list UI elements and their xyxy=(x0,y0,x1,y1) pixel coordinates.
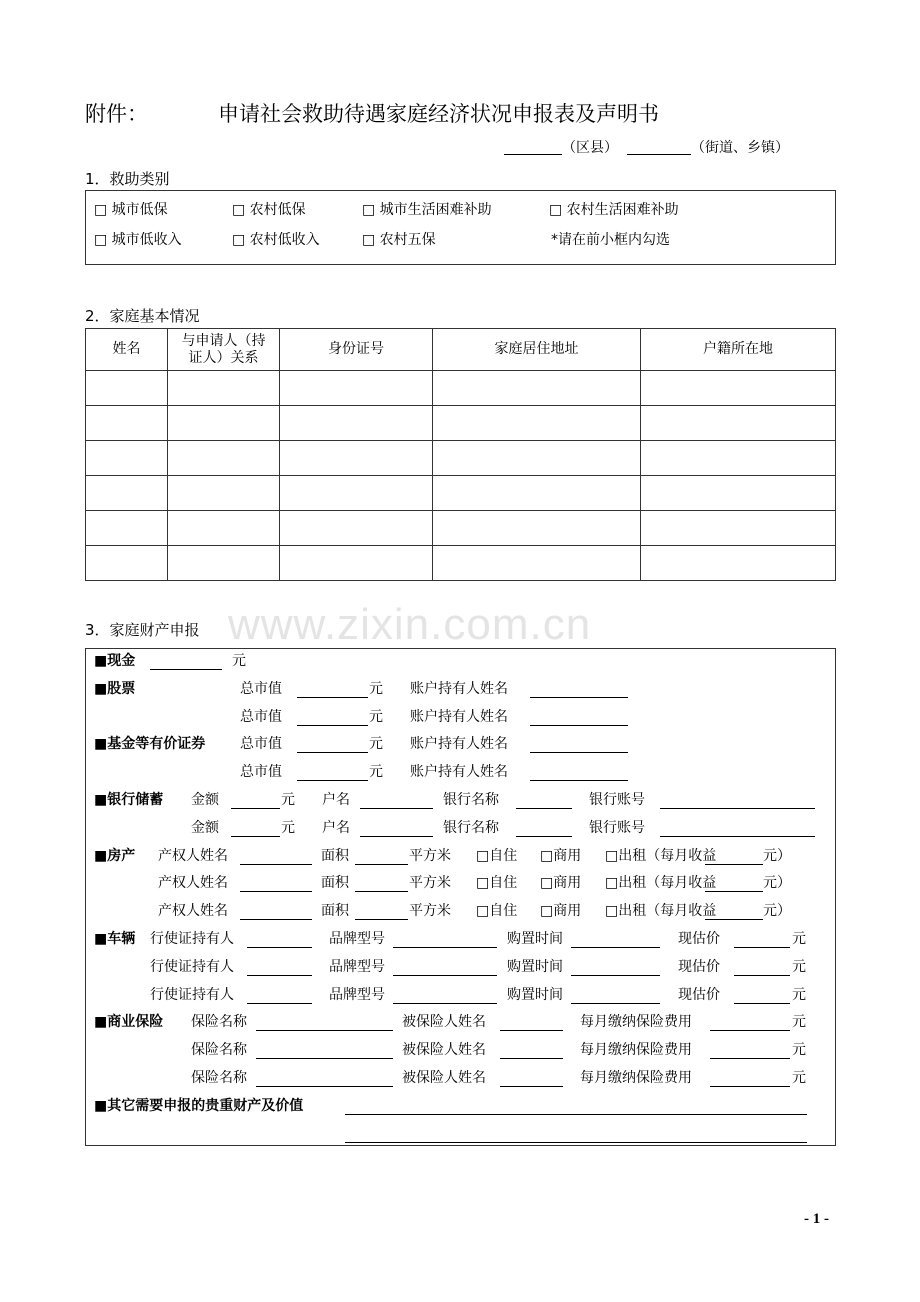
table-cell[interactable] xyxy=(280,511,433,546)
table-cell[interactable] xyxy=(280,476,433,511)
assistance-option-checkbox[interactable]: □ 农村低收入 xyxy=(232,232,320,248)
table-cell[interactable] xyxy=(280,441,433,476)
field-label: 银行账号 xyxy=(589,792,645,808)
fill-in-blank[interactable] xyxy=(231,836,280,837)
table-cell[interactable] xyxy=(280,406,433,441)
fill-in-blank[interactable] xyxy=(297,725,368,726)
fill-in-blank[interactable] xyxy=(660,808,815,809)
table-cell[interactable] xyxy=(433,441,641,476)
fill-in-blank[interactable] xyxy=(297,752,368,753)
field-label: 现估价 xyxy=(678,986,720,1003)
fill-in-blank[interactable] xyxy=(571,947,660,948)
fill-in-blank[interactable] xyxy=(500,1058,563,1059)
attachment-label: 附件： xyxy=(85,102,148,126)
district-label: （区县） xyxy=(562,140,618,156)
property-category-label: ■商业保险 xyxy=(94,1014,164,1031)
table-cell[interactable] xyxy=(641,371,836,406)
street-label: （街道、乡镇） xyxy=(691,140,789,156)
fill-in-blank[interactable] xyxy=(360,836,433,837)
property-category-label: ■车辆 xyxy=(94,931,136,947)
field-label: 元） xyxy=(763,903,791,920)
fill-in-blank[interactable] xyxy=(240,891,312,892)
field-label: □自住 xyxy=(476,847,518,864)
fill-in-blank[interactable] xyxy=(150,669,222,670)
field-label: 账户持有人姓名 xyxy=(410,764,508,781)
table-cell[interactable] xyxy=(641,441,836,476)
field-label: 账户持有人姓名 xyxy=(410,680,508,697)
table-cell[interactable] xyxy=(86,511,168,546)
field-label: 购置时间 xyxy=(507,931,563,947)
fill-in-blank[interactable] xyxy=(660,836,815,837)
column-header: 与申请人（持证人）关系 xyxy=(168,329,280,371)
street-blank[interactable] xyxy=(627,154,691,155)
fill-in-blank[interactable] xyxy=(355,919,408,920)
table-cell[interactable] xyxy=(86,406,168,441)
field-label: 总市值 xyxy=(240,680,282,697)
fill-in-blank[interactable] xyxy=(530,780,628,781)
assistance-option-checkbox[interactable]: □ 城市生活困难补助 xyxy=(362,202,492,218)
watermark: www.zixin.com.cn xyxy=(228,600,592,649)
fill-in-blank[interactable] xyxy=(256,1086,393,1087)
fill-in-blank[interactable] xyxy=(734,1003,790,1004)
field-label: 每月缴纳保险费用 xyxy=(580,1014,692,1031)
table-cell[interactable] xyxy=(433,546,641,581)
field-label: 元 xyxy=(281,819,295,836)
fill-in-blank[interactable] xyxy=(571,975,660,976)
table-cell[interactable] xyxy=(641,476,836,511)
field-label: 银行账号 xyxy=(589,819,645,836)
fill-in-blank[interactable] xyxy=(256,1058,393,1059)
field-label: 元） xyxy=(763,875,791,892)
field-label: 保险名称 xyxy=(191,1042,247,1059)
table-cell[interactable] xyxy=(168,511,280,546)
field-label: 保险名称 xyxy=(191,1014,247,1031)
field-label: 元 xyxy=(232,653,246,669)
fill-in-blank[interactable] xyxy=(393,975,497,976)
field-label: □出租（每月收益 xyxy=(605,875,717,892)
fill-in-blank[interactable] xyxy=(734,947,790,948)
table-cell[interactable] xyxy=(168,546,280,581)
fill-in-blank[interactable] xyxy=(297,697,368,698)
fill-in-blank[interactable] xyxy=(516,808,572,809)
family-info-table xyxy=(85,328,836,581)
table-cell[interactable] xyxy=(641,546,836,581)
field-label: 每月缴纳保险费用 xyxy=(580,1042,692,1059)
assistance-option-checkbox[interactable]: □ 农村生活困难补助 xyxy=(549,202,679,218)
assistance-option-checkbox[interactable]: □ 城市低保 xyxy=(94,202,168,218)
field-label: 购置时间 xyxy=(507,958,563,975)
table-header-row xyxy=(86,329,836,371)
property-category-label: ■银行储蓄 xyxy=(94,792,164,808)
assistance-option-checkbox[interactable]: □ 农村低保 xyxy=(232,202,306,218)
table-cell[interactable] xyxy=(86,546,168,581)
fill-in-blank[interactable] xyxy=(500,1030,563,1031)
field-label: 行使证持有人 xyxy=(150,986,234,1003)
fill-in-blank[interactable] xyxy=(393,947,497,948)
field-label: 现估价 xyxy=(678,931,720,947)
field-label: 元 xyxy=(369,764,383,781)
field-label: 金额 xyxy=(191,792,219,808)
field-label: □出租（每月收益 xyxy=(605,847,717,864)
field-label: 平方米 xyxy=(409,903,451,920)
fill-in-blank[interactable] xyxy=(247,947,312,948)
fill-in-blank[interactable] xyxy=(256,1030,393,1031)
field-label: 购置时间 xyxy=(507,986,563,1003)
fill-in-blank[interactable] xyxy=(530,752,628,753)
table-row xyxy=(86,441,836,476)
table-row xyxy=(86,406,836,441)
fill-in-blank[interactable] xyxy=(355,864,408,865)
fill-in-blank[interactable] xyxy=(500,1086,563,1087)
field-label: 被保险人姓名 xyxy=(402,1042,486,1059)
field-label: 面积 xyxy=(321,875,349,892)
field-label: 产权人姓名 xyxy=(158,903,228,920)
page-title: 申请社会救助待遇家庭经济状况申报表及声明书 xyxy=(218,102,659,126)
field-label: 平方米 xyxy=(409,847,451,864)
column-header: 户籍所在地 xyxy=(641,329,836,371)
fill-in-blank[interactable] xyxy=(240,919,312,920)
fill-in-blank[interactable] xyxy=(705,891,763,892)
section1-heading: 1．救助类别 xyxy=(85,170,170,188)
table-cell[interactable] xyxy=(168,371,280,406)
fill-in-blank[interactable] xyxy=(705,864,763,865)
field-label: 被保险人姓名 xyxy=(402,1014,486,1031)
table-row xyxy=(86,476,836,511)
field-label: 元 xyxy=(792,958,806,975)
table-cell[interactable] xyxy=(641,511,836,546)
field-label: 银行名称 xyxy=(443,819,499,836)
field-label: 总市值 xyxy=(240,708,282,725)
fill-in-blank[interactable] xyxy=(571,1003,660,1004)
fill-in-blank[interactable] xyxy=(247,1003,312,1004)
table-row xyxy=(86,371,836,406)
field-label: 元 xyxy=(792,931,806,947)
field-label: 户名 xyxy=(322,819,350,836)
fill-in-blank[interactable] xyxy=(247,975,312,976)
field-label: □出租（每月收益 xyxy=(605,903,717,920)
field-label: □商用 xyxy=(540,875,582,892)
field-label: 账户持有人姓名 xyxy=(410,708,508,725)
field-label: □商用 xyxy=(540,847,582,864)
fill-in-blank[interactable] xyxy=(530,725,628,726)
property-category-label: ■股票 xyxy=(94,680,136,697)
property-category-label: ■房产 xyxy=(94,847,136,864)
fill-in-blank[interactable] xyxy=(231,808,280,809)
column-header: 身份证号 xyxy=(280,329,433,371)
field-label: 行使证持有人 xyxy=(150,931,234,947)
field-label: 户名 xyxy=(322,792,350,808)
column-header: 家庭居住地址 xyxy=(433,329,641,371)
field-label: 元 xyxy=(369,680,383,697)
field-label: 账户持有人姓名 xyxy=(410,736,508,753)
table-row xyxy=(86,546,836,581)
fill-in-blank[interactable] xyxy=(345,1142,807,1143)
fill-in-blank[interactable] xyxy=(710,1030,790,1031)
table-cell[interactable] xyxy=(280,546,433,581)
field-label: 平方米 xyxy=(409,875,451,892)
instruction-note: *请在前小框内勾选 xyxy=(551,232,670,248)
page-number: - 1 - xyxy=(804,1211,829,1227)
field-label: 行使证持有人 xyxy=(150,958,234,975)
table-cell[interactable] xyxy=(86,476,168,511)
fill-in-blank[interactable] xyxy=(360,808,433,809)
fill-in-blank[interactable] xyxy=(393,1003,497,1004)
field-label: 银行名称 xyxy=(443,792,499,808)
section3-heading: 3．家庭财产申报 xyxy=(85,621,200,639)
property-category-label: ■现金 xyxy=(94,653,136,669)
table-cell[interactable] xyxy=(280,371,433,406)
table-cell[interactable] xyxy=(433,476,641,511)
fill-in-blank[interactable] xyxy=(516,836,572,837)
field-label: 被保险人姓名 xyxy=(402,1070,486,1086)
field-label: 现估价 xyxy=(678,958,720,975)
table-cell[interactable] xyxy=(168,476,280,511)
field-label: 面积 xyxy=(321,903,349,920)
assistance-option-checkbox[interactable]: □ 农村五保 xyxy=(362,232,436,248)
column-header: 姓名 xyxy=(86,329,168,371)
table-cell[interactable] xyxy=(86,441,168,476)
field-label: 元 xyxy=(792,1014,806,1031)
field-label: 保险名称 xyxy=(191,1070,247,1086)
field-label: □自住 xyxy=(476,875,518,892)
assistance-option-checkbox[interactable]: □ 城市低收入 xyxy=(94,232,182,248)
field-label: 产权人姓名 xyxy=(158,875,228,892)
field-label: 总市值 xyxy=(240,736,282,753)
field-label: 品牌型号 xyxy=(329,958,385,975)
field-label: 元 xyxy=(369,708,383,725)
fill-in-blank[interactable] xyxy=(710,1086,790,1087)
field-label: 元 xyxy=(281,792,295,808)
field-label: 总市值 xyxy=(240,764,282,781)
table-cell[interactable] xyxy=(168,441,280,476)
property-category-label: ■基金等有价证券 xyxy=(94,736,206,753)
field-label: □自住 xyxy=(476,903,518,920)
fill-in-blank[interactable] xyxy=(297,780,368,781)
table-cell[interactable] xyxy=(433,406,641,441)
fill-in-blank[interactable] xyxy=(734,975,790,976)
field-label: 元 xyxy=(792,1042,806,1059)
field-label: 每月缴纳保险费用 xyxy=(580,1070,692,1086)
table-cell[interactable] xyxy=(641,406,836,441)
field-label: 品牌型号 xyxy=(329,931,385,947)
table-row xyxy=(86,511,836,546)
field-label: 元 xyxy=(369,736,383,753)
table-cell[interactable] xyxy=(168,406,280,441)
field-label: 金额 xyxy=(191,819,219,836)
field-label: 元 xyxy=(792,1070,806,1086)
fill-in-blank[interactable] xyxy=(705,919,763,920)
field-label: □商用 xyxy=(540,903,582,920)
fill-in-blank[interactable] xyxy=(240,864,312,865)
table-cell[interactable] xyxy=(433,511,641,546)
field-label: 品牌型号 xyxy=(329,986,385,1003)
fill-in-blank[interactable] xyxy=(530,697,628,698)
field-label: 面积 xyxy=(321,847,349,864)
fill-in-blank[interactable] xyxy=(355,891,408,892)
field-label: 产权人姓名 xyxy=(158,847,228,864)
fill-in-blank[interactable] xyxy=(710,1058,790,1059)
field-label: 元） xyxy=(763,847,791,864)
section2-heading: 2．家庭基本情况 xyxy=(85,307,200,325)
district-blank[interactable] xyxy=(504,154,562,155)
table-cell[interactable] xyxy=(433,371,641,406)
fill-in-blank[interactable] xyxy=(345,1114,807,1115)
table-cell[interactable] xyxy=(86,371,168,406)
field-label: 元 xyxy=(792,986,806,1003)
property-category-label: ■其它需要申报的贵重财产及价值 xyxy=(94,1097,304,1114)
